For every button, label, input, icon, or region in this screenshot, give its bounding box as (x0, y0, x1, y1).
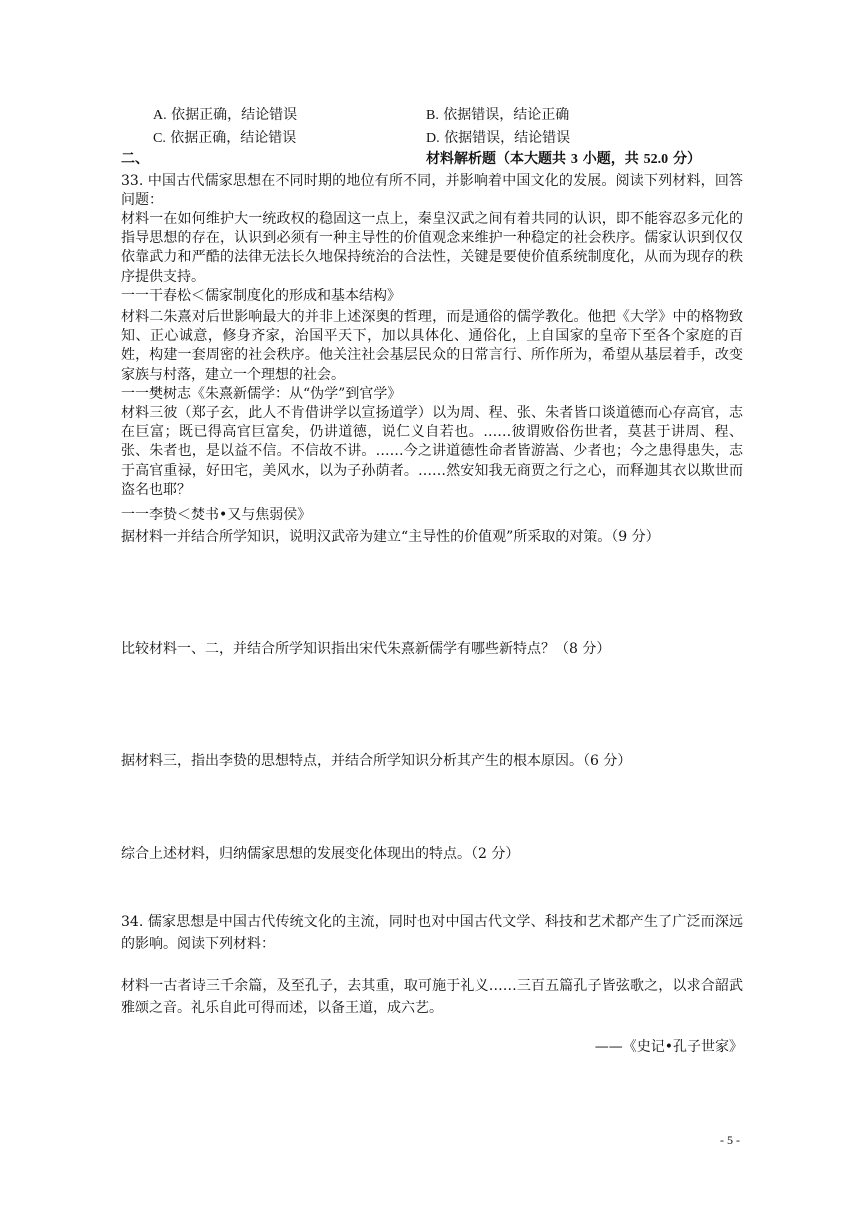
q33-source-1: 一一干春松＜儒家制度化的形成和基本结构》 (121, 288, 401, 304)
section-total-score: 52.0 (643, 152, 669, 167)
option-a-letter: A. (153, 108, 167, 123)
option-a (153, 106, 297, 125)
option-c-letter: C. (153, 131, 166, 146)
q34-intro: 34. 儒家思想是中国古代传统文化的主流，同时也对中国古代文学、科技和艺术都产生了广泛而深远的影响。阅读下列材料： (121, 914, 743, 952)
q34-source-1: ——《史记•孔子世家》 (594, 1039, 743, 1055)
option-d (426, 129, 570, 148)
q34-material-1: 材料一古者诗三千余篇，及至孔子，去其重，取可施于礼义……三百五篇孔子皆弦歌之，以求合韶武雅颂之音。礼乐自此可得而述，以备王道，成六艺。 (121, 978, 743, 1016)
q33-intro: 33. 中国古代儒家思想在不同时期的地位有所不同，并影响着中国文化的发展。阅读下列材料，回答问题： (121, 173, 743, 209)
section-title-prefix: 材料解析题（本大题共 (426, 151, 571, 167)
section-number: 二、 (121, 151, 149, 167)
q33-source-2: 一一樊树志《朱熹新儒学：从“伪学”到官学》 (121, 386, 402, 402)
section-title-middle: 小题，共 (577, 151, 644, 167)
q33-material-3: 材料三彼（郑子玄，此人不肯借讲学以宣扬道学）以为周、程、张、朱者皆口谈道德而心存高官，志在巨富；既已得高官巨富矣，仍讲道德，说仁义自若也。……彼谓败俗伤世者，莫甚于讲周、程、张、朱者也，是以益不信。不信故不讲。……今之讲道德性命者皆游嵩、少者也；今之患得患失，志于高官重禄，好田宅，美风水，以为子孙荫者。……然安知我无商贾之行之心，而释迦其衣以欺世而盗名也耶？ (121, 405, 743, 498)
q33-material-2: 材料二朱熹对后世影响最大的并非上述深奥的哲理，而是通俗的儒学教化。他把《大学》中的格物致知、正心诚意，修身齐家，治国平天下，加以具体化、通俗化，上自国家的皇帝下至各个家庭的百姓，构建一套周密的社会秩序。他关注社会基层民众的日常言行、所作所为，希望从基层着手，改变家族与村落，建立一个理想的社会。 (121, 309, 743, 383)
section-title-suffix: 分） (668, 151, 701, 167)
option-b (426, 106, 569, 125)
q33-source-3: 一一李贽＜焚书•又与焦弱侯》 (121, 507, 312, 523)
option-b-text: 依据错误，结论正确 (443, 107, 570, 123)
page-number: - 5 - (720, 1133, 740, 1147)
q33-task-2: 比较材料一、二，并结合所学知识指出宋代朱熹新儒学有哪些新特点？（8 分） (121, 641, 611, 657)
option-d-text: 依据错误，结论错误 (444, 130, 571, 146)
section-question-count: 3 (570, 152, 578, 167)
option-c-text: 依据正确，结论错误 (170, 130, 297, 146)
q33-task-1: 据材料一并结合所学知识，说明汉武帝为建立“主导性的价值观”所采取的对策。（9 分） (121, 529, 660, 545)
option-a-text: 依据正确，结论错误 (171, 107, 298, 123)
option-b-letter: B. (426, 108, 439, 123)
q33-material-1: 材料一在如何维护大一统政权的稳固这一点上，秦皇汉武之间有着共同的认识，即不能容忍多元化的指导思想的存在，认识到必须有一种主导性的价值观念来维护一种稳定的社会秩序。儒家认识到仅仅依靠武力和严酷的法律无法长久地保持统治的合法性，关键是要使价值系统制度化，从而为现存的秩序提供支持。 (121, 211, 743, 285)
option-d-letter: D. (426, 131, 440, 146)
q33-task-3: 据材料三，指出李贽的思想特点，并结合所学知识分析其产生的根本原因。（6 分） (121, 753, 632, 769)
q33-task-4: 综合上述材料，归纳儒家思想的发展变化体现出的特点。（2 分） (121, 846, 520, 862)
option-c (153, 129, 296, 148)
section-title (426, 150, 701, 169)
